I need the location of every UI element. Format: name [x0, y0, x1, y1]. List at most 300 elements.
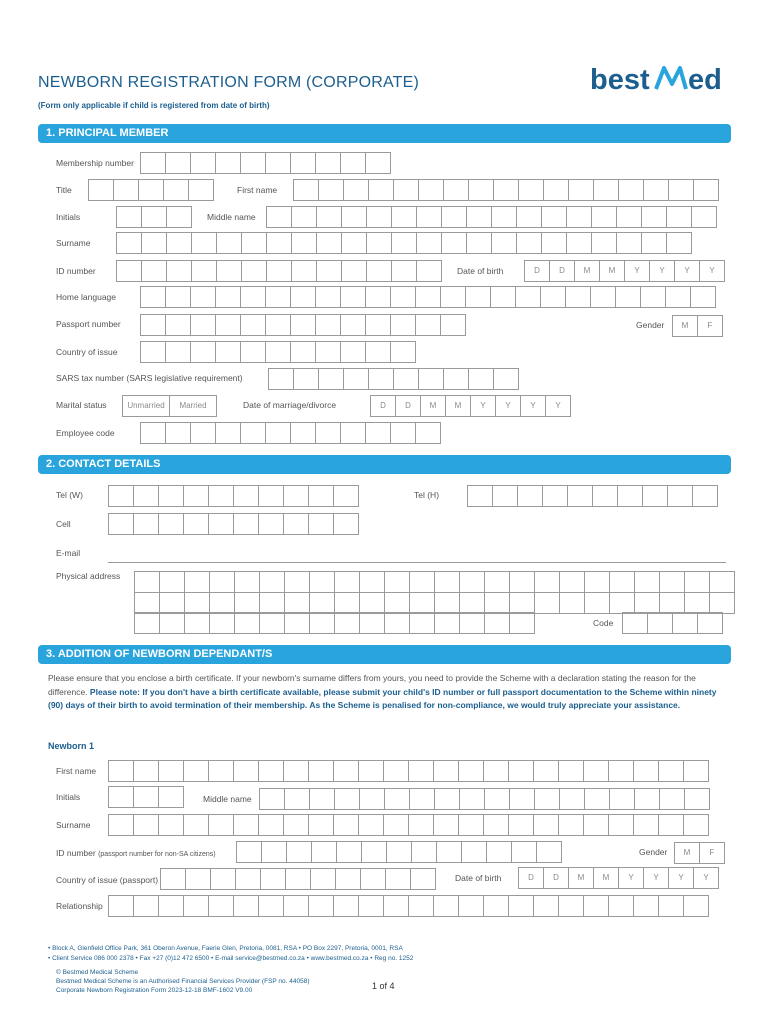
- char-cell[interactable]: [190, 286, 216, 308]
- char-cell[interactable]: [284, 571, 310, 593]
- char-cell[interactable]: [567, 485, 593, 507]
- char-cell[interactable]: [258, 760, 284, 782]
- date-cell[interactable]: M: [445, 395, 471, 417]
- char-cell[interactable]: [383, 895, 409, 917]
- char-cell[interactable]: [235, 868, 261, 890]
- char-cell[interactable]: [290, 314, 316, 336]
- char-cell[interactable]: [541, 206, 567, 228]
- char-cell[interactable]: [334, 592, 360, 614]
- gender-option[interactable]: F: [699, 842, 725, 864]
- char-cell[interactable]: [415, 422, 441, 444]
- char-cell[interactable]: [184, 592, 210, 614]
- gender-option[interactable]: M: [672, 315, 698, 337]
- char-cell[interactable]: [366, 260, 392, 282]
- char-cell[interactable]: [593, 179, 619, 201]
- char-cell[interactable]: [133, 485, 159, 507]
- char-cell[interactable]: [133, 895, 159, 917]
- char-cell[interactable]: [258, 814, 284, 836]
- char-cell[interactable]: [209, 612, 235, 634]
- char-cell[interactable]: [443, 179, 469, 201]
- char-cell[interactable]: [163, 179, 189, 201]
- char-cell[interactable]: [165, 422, 191, 444]
- char-cell[interactable]: [215, 341, 241, 363]
- char-cell[interactable]: [642, 485, 668, 507]
- char-cell[interactable]: [285, 868, 311, 890]
- char-cell[interactable]: [659, 571, 685, 593]
- char-cell[interactable]: [88, 179, 114, 201]
- char-cell[interactable]: [508, 895, 534, 917]
- char-cell[interactable]: [183, 814, 209, 836]
- char-cell[interactable]: [165, 286, 191, 308]
- char-cell[interactable]: [465, 286, 491, 308]
- tel-w-cells[interactable]: [108, 485, 358, 507]
- char-cell[interactable]: [290, 422, 316, 444]
- char-cell[interactable]: [340, 422, 366, 444]
- first-name-cells[interactable]: [293, 179, 718, 201]
- char-cell[interactable]: [158, 814, 184, 836]
- middle-name-cells[interactable]: [266, 206, 716, 228]
- date-cell[interactable]: D: [395, 395, 421, 417]
- char-cell[interactable]: [140, 422, 166, 444]
- physical-address-row-3[interactable]: [134, 612, 534, 634]
- char-cell[interactable]: [683, 895, 709, 917]
- char-cell[interactable]: [583, 760, 609, 782]
- char-cell[interactable]: [266, 260, 292, 282]
- char-cell[interactable]: [441, 206, 467, 228]
- char-cell[interactable]: [411, 841, 437, 863]
- char-cell[interactable]: [658, 814, 684, 836]
- char-cell[interactable]: [341, 260, 367, 282]
- char-cell[interactable]: [190, 341, 216, 363]
- char-cell[interactable]: [466, 232, 492, 254]
- char-cell[interactable]: [368, 368, 394, 390]
- char-cell[interactable]: [158, 485, 184, 507]
- char-cell[interactable]: [358, 760, 384, 782]
- char-cell[interactable]: [340, 341, 366, 363]
- char-cell[interactable]: [690, 286, 716, 308]
- char-cell[interactable]: [622, 612, 648, 634]
- date-cell[interactable]: Y: [618, 867, 644, 889]
- char-cell[interactable]: [518, 179, 544, 201]
- char-cell[interactable]: [683, 814, 709, 836]
- char-cell[interactable]: [240, 341, 266, 363]
- char-cell[interactable]: [190, 152, 216, 174]
- char-cell[interactable]: [241, 232, 267, 254]
- char-cell[interactable]: [459, 592, 485, 614]
- char-cell[interactable]: [308, 760, 334, 782]
- date-cell[interactable]: Y: [693, 867, 719, 889]
- char-cell[interactable]: [283, 814, 309, 836]
- char-cell[interactable]: [583, 814, 609, 836]
- char-cell[interactable]: [316, 260, 342, 282]
- char-cell[interactable]: [584, 592, 610, 614]
- char-cell[interactable]: [358, 895, 384, 917]
- char-cell[interactable]: [359, 788, 385, 810]
- char-cell[interactable]: [608, 760, 634, 782]
- char-cell[interactable]: [483, 760, 509, 782]
- char-cell[interactable]: [308, 513, 334, 535]
- char-cell[interactable]: [590, 286, 616, 308]
- char-cell[interactable]: [184, 612, 210, 634]
- char-cell[interactable]: [208, 760, 234, 782]
- char-cell[interactable]: [415, 286, 441, 308]
- char-cell[interactable]: [165, 341, 191, 363]
- char-cell[interactable]: [165, 314, 191, 336]
- char-cell[interactable]: [684, 592, 710, 614]
- char-cell[interactable]: [390, 422, 416, 444]
- char-cell[interactable]: [533, 760, 559, 782]
- char-cell[interactable]: [383, 760, 409, 782]
- char-cell[interactable]: [240, 286, 266, 308]
- char-cell[interactable]: [467, 485, 493, 507]
- char-cell[interactable]: [568, 179, 594, 201]
- char-cell[interactable]: [633, 895, 659, 917]
- char-cell[interactable]: [659, 592, 685, 614]
- char-cell[interactable]: [558, 895, 584, 917]
- char-cell[interactable]: [390, 314, 416, 336]
- date-cell[interactable]: D: [370, 395, 396, 417]
- unmarried-option[interactable]: Unmarried: [122, 395, 170, 417]
- date-cell[interactable]: Y: [674, 260, 700, 282]
- title-cells[interactable]: [88, 179, 213, 201]
- char-cell[interactable]: [141, 260, 167, 282]
- char-cell[interactable]: [316, 232, 342, 254]
- nb-date-of-birth-cells[interactable]: [518, 867, 718, 889]
- char-cell[interactable]: [140, 286, 166, 308]
- char-cell[interactable]: [340, 286, 366, 308]
- char-cell[interactable]: [215, 314, 241, 336]
- date-cell[interactable]: Y: [624, 260, 650, 282]
- char-cell[interactable]: [433, 814, 459, 836]
- char-cell[interactable]: [265, 286, 291, 308]
- char-cell[interactable]: [697, 612, 723, 634]
- char-cell[interactable]: [365, 286, 391, 308]
- char-cell[interactable]: [234, 592, 260, 614]
- char-cell[interactable]: [360, 868, 386, 890]
- postal-code-cells[interactable]: [622, 612, 722, 634]
- char-cell[interactable]: [240, 422, 266, 444]
- char-cell[interactable]: [658, 760, 684, 782]
- char-cell[interactable]: [340, 152, 366, 174]
- char-cell[interactable]: [159, 612, 185, 634]
- char-cell[interactable]: [108, 485, 134, 507]
- char-cell[interactable]: [440, 314, 466, 336]
- char-cell[interactable]: [209, 571, 235, 593]
- char-cell[interactable]: [384, 788, 410, 810]
- char-cell[interactable]: [483, 895, 509, 917]
- char-cell[interactable]: [283, 513, 309, 535]
- char-cell[interactable]: [265, 314, 291, 336]
- marital-status-options[interactable]: [122, 395, 216, 417]
- char-cell[interactable]: [459, 571, 485, 593]
- char-cell[interactable]: [533, 814, 559, 836]
- char-cell[interactable]: [391, 260, 417, 282]
- char-cell[interactable]: [441, 232, 467, 254]
- char-cell[interactable]: [134, 612, 160, 634]
- char-cell[interactable]: [383, 814, 409, 836]
- char-cell[interactable]: [333, 814, 359, 836]
- char-cell[interactable]: [190, 422, 216, 444]
- char-cell[interactable]: [390, 286, 416, 308]
- date-cell[interactable]: Y: [495, 395, 521, 417]
- char-cell[interactable]: [343, 179, 369, 201]
- char-cell[interactable]: [284, 592, 310, 614]
- char-cell[interactable]: [509, 612, 535, 634]
- char-cell[interactable]: [116, 232, 142, 254]
- date-of-marriage-cells[interactable]: [370, 395, 570, 417]
- char-cell[interactable]: [615, 286, 641, 308]
- char-cell[interactable]: [309, 788, 335, 810]
- char-cell[interactable]: [365, 341, 391, 363]
- char-cell[interactable]: [591, 206, 617, 228]
- char-cell[interactable]: [517, 485, 543, 507]
- char-cell[interactable]: [458, 895, 484, 917]
- char-cell[interactable]: [667, 485, 693, 507]
- char-cell[interactable]: [284, 788, 310, 810]
- char-cell[interactable]: [484, 592, 510, 614]
- char-cell[interactable]: [134, 592, 160, 614]
- date-cell[interactable]: Y: [470, 395, 496, 417]
- date-cell[interactable]: M: [599, 260, 625, 282]
- char-cell[interactable]: [493, 179, 519, 201]
- char-cell[interactable]: [316, 206, 342, 228]
- char-cell[interactable]: [508, 814, 534, 836]
- char-cell[interactable]: [410, 868, 436, 890]
- char-cell[interactable]: [265, 422, 291, 444]
- char-cell[interactable]: [236, 841, 262, 863]
- char-cell[interactable]: [159, 592, 185, 614]
- char-cell[interactable]: [459, 612, 485, 634]
- char-cell[interactable]: [208, 513, 234, 535]
- char-cell[interactable]: [468, 179, 494, 201]
- char-cell[interactable]: [659, 788, 685, 810]
- char-cell[interactable]: [184, 571, 210, 593]
- char-cell[interactable]: [261, 841, 287, 863]
- nb-initials-cells[interactable]: [108, 786, 183, 808]
- char-cell[interactable]: [484, 788, 510, 810]
- char-cell[interactable]: [709, 592, 735, 614]
- char-cell[interactable]: [240, 152, 266, 174]
- char-cell[interactable]: [266, 206, 292, 228]
- char-cell[interactable]: [341, 206, 367, 228]
- char-cell[interactable]: [709, 571, 735, 593]
- char-cell[interactable]: [318, 368, 344, 390]
- char-cell[interactable]: [434, 612, 460, 634]
- char-cell[interactable]: [259, 612, 285, 634]
- char-cell[interactable]: [309, 592, 335, 614]
- char-cell[interactable]: [258, 513, 284, 535]
- char-cell[interactable]: [385, 868, 411, 890]
- char-cell[interactable]: [215, 286, 241, 308]
- char-cell[interactable]: [159, 571, 185, 593]
- nb-country-of-issue-cells[interactable]: [160, 868, 435, 890]
- char-cell[interactable]: [558, 814, 584, 836]
- date-cell[interactable]: D: [543, 867, 569, 889]
- char-cell[interactable]: [461, 841, 487, 863]
- char-cell[interactable]: [386, 841, 412, 863]
- char-cell[interactable]: [308, 895, 334, 917]
- char-cell[interactable]: [658, 895, 684, 917]
- char-cell[interactable]: [166, 232, 192, 254]
- char-cell[interactable]: [108, 760, 134, 782]
- char-cell[interactable]: [208, 895, 234, 917]
- char-cell[interactable]: [458, 760, 484, 782]
- char-cell[interactable]: [558, 760, 584, 782]
- char-cell[interactable]: [566, 206, 592, 228]
- char-cell[interactable]: [158, 786, 184, 808]
- char-cell[interactable]: [509, 592, 535, 614]
- char-cell[interactable]: [134, 571, 160, 593]
- char-cell[interactable]: [140, 314, 166, 336]
- char-cell[interactable]: [458, 814, 484, 836]
- char-cell[interactable]: [233, 485, 259, 507]
- gender-cells[interactable]: [672, 315, 722, 337]
- char-cell[interactable]: [165, 152, 191, 174]
- char-cell[interactable]: [416, 206, 442, 228]
- char-cell[interactable]: [617, 485, 643, 507]
- char-cell[interactable]: [490, 286, 516, 308]
- char-cell[interactable]: [310, 868, 336, 890]
- char-cell[interactable]: [141, 206, 167, 228]
- char-cell[interactable]: [511, 841, 537, 863]
- char-cell[interactable]: [618, 179, 644, 201]
- char-cell[interactable]: [592, 485, 618, 507]
- char-cell[interactable]: [366, 232, 392, 254]
- char-cell[interactable]: [233, 814, 259, 836]
- date-cell[interactable]: M: [568, 867, 594, 889]
- char-cell[interactable]: [609, 788, 635, 810]
- char-cell[interactable]: [290, 286, 316, 308]
- char-cell[interactable]: [516, 232, 542, 254]
- char-cell[interactable]: [533, 895, 559, 917]
- char-cell[interactable]: [584, 571, 610, 593]
- surname-cells[interactable]: [116, 232, 691, 254]
- char-cell[interactable]: [268, 368, 294, 390]
- char-cell[interactable]: [368, 179, 394, 201]
- char-cell[interactable]: [133, 814, 159, 836]
- char-cell[interactable]: [266, 232, 292, 254]
- char-cell[interactable]: [140, 152, 166, 174]
- char-cell[interactable]: [334, 612, 360, 634]
- char-cell[interactable]: [359, 571, 385, 593]
- char-cell[interactable]: [409, 788, 435, 810]
- char-cell[interactable]: [290, 152, 316, 174]
- char-cell[interactable]: [233, 513, 259, 535]
- char-cell[interactable]: [415, 314, 441, 336]
- married-option[interactable]: Married: [169, 395, 217, 417]
- char-cell[interactable]: [634, 788, 660, 810]
- char-cell[interactable]: [391, 206, 417, 228]
- char-cell[interactable]: [692, 485, 718, 507]
- char-cell[interactable]: [684, 788, 710, 810]
- char-cell[interactable]: [408, 760, 434, 782]
- char-cell[interactable]: [666, 206, 692, 228]
- char-cell[interactable]: [365, 152, 391, 174]
- char-cell[interactable]: [183, 760, 209, 782]
- char-cell[interactable]: [215, 152, 241, 174]
- date-cell[interactable]: M: [574, 260, 600, 282]
- char-cell[interactable]: [315, 314, 341, 336]
- home-language-cells[interactable]: [140, 286, 715, 308]
- char-cell[interactable]: [133, 513, 159, 535]
- char-cell[interactable]: [492, 485, 518, 507]
- char-cell[interactable]: [393, 179, 419, 201]
- char-cell[interactable]: [293, 368, 319, 390]
- date-cell[interactable]: Y: [649, 260, 675, 282]
- char-cell[interactable]: [384, 612, 410, 634]
- membership-number-cells[interactable]: [140, 152, 390, 174]
- initials-cells[interactable]: [116, 206, 191, 228]
- date-cell[interactable]: Y: [699, 260, 725, 282]
- char-cell[interactable]: [491, 206, 517, 228]
- char-cell[interactable]: [493, 368, 519, 390]
- char-cell[interactable]: [183, 513, 209, 535]
- char-cell[interactable]: [609, 592, 635, 614]
- char-cell[interactable]: [534, 592, 560, 614]
- char-cell[interactable]: [283, 485, 309, 507]
- char-cell[interactable]: [341, 232, 367, 254]
- char-cell[interactable]: [468, 368, 494, 390]
- char-cell[interactable]: [318, 179, 344, 201]
- char-cell[interactable]: [691, 206, 717, 228]
- nb-id-number-cells[interactable]: [236, 841, 561, 863]
- char-cell[interactable]: [559, 592, 585, 614]
- char-cell[interactable]: [359, 612, 385, 634]
- char-cell[interactable]: [559, 788, 585, 810]
- char-cell[interactable]: [234, 571, 260, 593]
- char-cell[interactable]: [416, 232, 442, 254]
- char-cell[interactable]: [183, 485, 209, 507]
- char-cell[interactable]: [434, 571, 460, 593]
- char-cell[interactable]: [108, 895, 134, 917]
- date-cell[interactable]: Y: [668, 867, 694, 889]
- char-cell[interactable]: [333, 485, 359, 507]
- physical-address-row-2[interactable]: [134, 592, 734, 614]
- char-cell[interactable]: [433, 760, 459, 782]
- char-cell[interactable]: [409, 571, 435, 593]
- date-cell[interactable]: Y: [643, 867, 669, 889]
- char-cell[interactable]: [366, 206, 392, 228]
- char-cell[interactable]: [536, 841, 562, 863]
- char-cell[interactable]: [259, 571, 285, 593]
- char-cell[interactable]: [486, 841, 512, 863]
- char-cell[interactable]: [641, 206, 667, 228]
- char-cell[interactable]: [484, 571, 510, 593]
- char-cell[interactable]: [693, 179, 719, 201]
- char-cell[interactable]: [565, 286, 591, 308]
- char-cell[interactable]: [140, 341, 166, 363]
- country-of-issue-cells[interactable]: [140, 341, 415, 363]
- char-cell[interactable]: [434, 788, 460, 810]
- char-cell[interactable]: [608, 814, 634, 836]
- char-cell[interactable]: [283, 760, 309, 782]
- char-cell[interactable]: [443, 368, 469, 390]
- char-cell[interactable]: [334, 571, 360, 593]
- char-cell[interactable]: [336, 841, 362, 863]
- char-cell[interactable]: [158, 895, 184, 917]
- char-cell[interactable]: [116, 260, 142, 282]
- char-cell[interactable]: [440, 286, 466, 308]
- char-cell[interactable]: [508, 760, 534, 782]
- char-cell[interactable]: [641, 232, 667, 254]
- char-cell[interactable]: [233, 895, 259, 917]
- char-cell[interactable]: [108, 814, 134, 836]
- char-cell[interactable]: [210, 868, 236, 890]
- char-cell[interactable]: [409, 592, 435, 614]
- char-cell[interactable]: [665, 286, 691, 308]
- char-cell[interactable]: [359, 592, 385, 614]
- char-cell[interactable]: [191, 260, 217, 282]
